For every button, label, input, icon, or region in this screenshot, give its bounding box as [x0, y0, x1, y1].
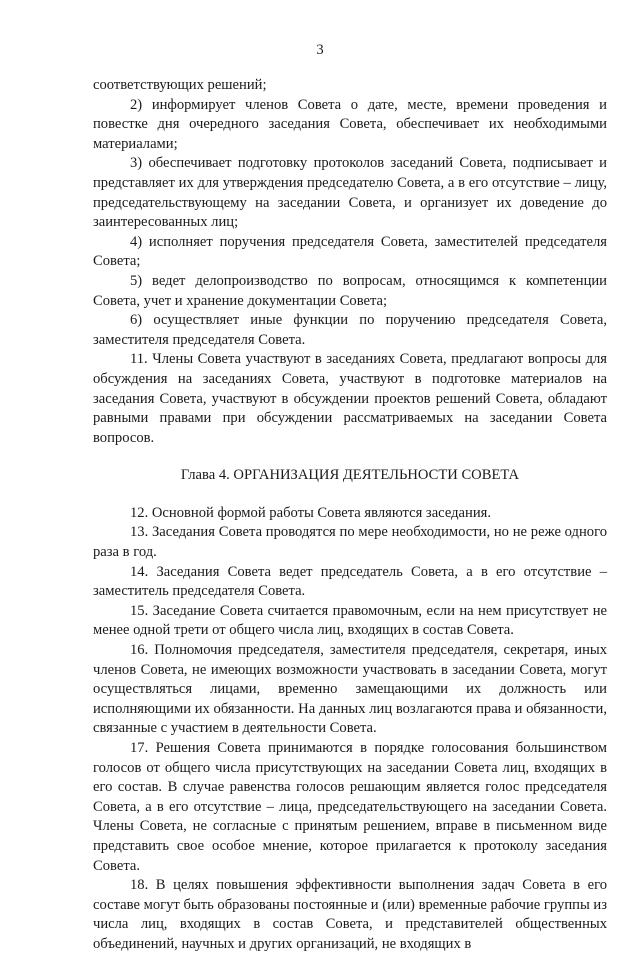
chapter-heading: Глава 4. ОРГАНИЗАЦИЯ ДЕЯТЕЛЬНОСТИ СОВЕТА — [180, 467, 520, 484]
paragraph: 12. Основной формой работы Совета являются заседания. — [130, 504, 491, 521]
paragraph: 6) осуществляет иные функции по поручению председателя Совета, заместителя председателя Совета. — [93, 312, 607, 348]
paragraph: 11. Члены Совета участвуют в заседаниях Совета, предлагают вопросы для обсуждения на заседаниях Совета, участвуют в подготовке материалов на заседания Совета, участвуют в обсуждении проектов решений Совета, обладают равными правами при обсуждении рассматриваемых на заседании Совета вопросов. — [93, 351, 607, 446]
paragraph: 16. Полномочия председателя, заместителя председателя, секретаря, иных членов Совета, не имеющих возможности участвовать в заседании Совета, могут осуществляться лицами, временно замещающими их должность или исполняющими их обязанности. На данных лиц возлагаются права и обязанности, связанные с участием в деятельности Совета. — [93, 642, 607, 737]
paragraph: 3) обеспечивает подготовку протоколов заседаний Совета, подписывает и представляет их для утверждения председателю Совета, а в его отсутствие – лицу, председательствующему на заседании Совета, и организует их доведение до заинтересованных лиц; — [93, 155, 607, 231]
paragraph: 4) исполняет поручения председателя Совета, заместителей председателя Совета; — [93, 233, 607, 270]
paragraph: 13. Заседания Совета проводятся по мере необходимости, но не реже одного раза в год. — [93, 524, 607, 561]
paragraph: соответствующих решений; — [93, 77, 267, 93]
paragraph: 14. Заседания Совета ведет председатель Совета, а в его отсутствие – заместитель председателя Совета. — [93, 563, 607, 600]
document-body — [93, 76, 607, 955]
paragraph: 5) ведет делопроизводство по вопросам, относящимся к компетенции Совета, учет и хранение документации Совета; — [93, 272, 607, 309]
paragraph: 17. Решения Совета принимаются в порядке голосования большинством голосов от общего числа присутствующих на заседании Совета лиц, входящих в его состав. В случае равенства голосов решающим является голос председателя Совета, а в его отсутствие – лица, председательствующего на заседании Совета. Члены Совета, не согласные с принятым решением, вправе в письменном виде представить свое особое мнение, которое прилагается к протоколу заседания Совета. — [93, 740, 607, 874]
paragraph: 18. В целях повышения эффективности выполнения задач Совета в его составе могут быть образованы постоянные и (или) временные рабочие группы из числа лиц, входящих в состав Совета, и представителей общественных объединений, научных и других организаций, не входящих в — [93, 877, 607, 952]
paragraph: 15. Заседание Совета считается правомочным, если на нем присутствует не менее одной трети от общего числа лиц, входящих в состав Совета. — [93, 602, 607, 639]
paragraph: 2) информирует членов Совета о дате, месте, времени проведения и повестке дня очередного заседания Совета, обеспечивает их необходимыми материалами; — [93, 96, 607, 152]
paragraphs-before-heading — [93, 76, 607, 448]
page-number: 3 — [316, 42, 324, 58]
paragraphs-after-heading — [93, 504, 607, 955]
